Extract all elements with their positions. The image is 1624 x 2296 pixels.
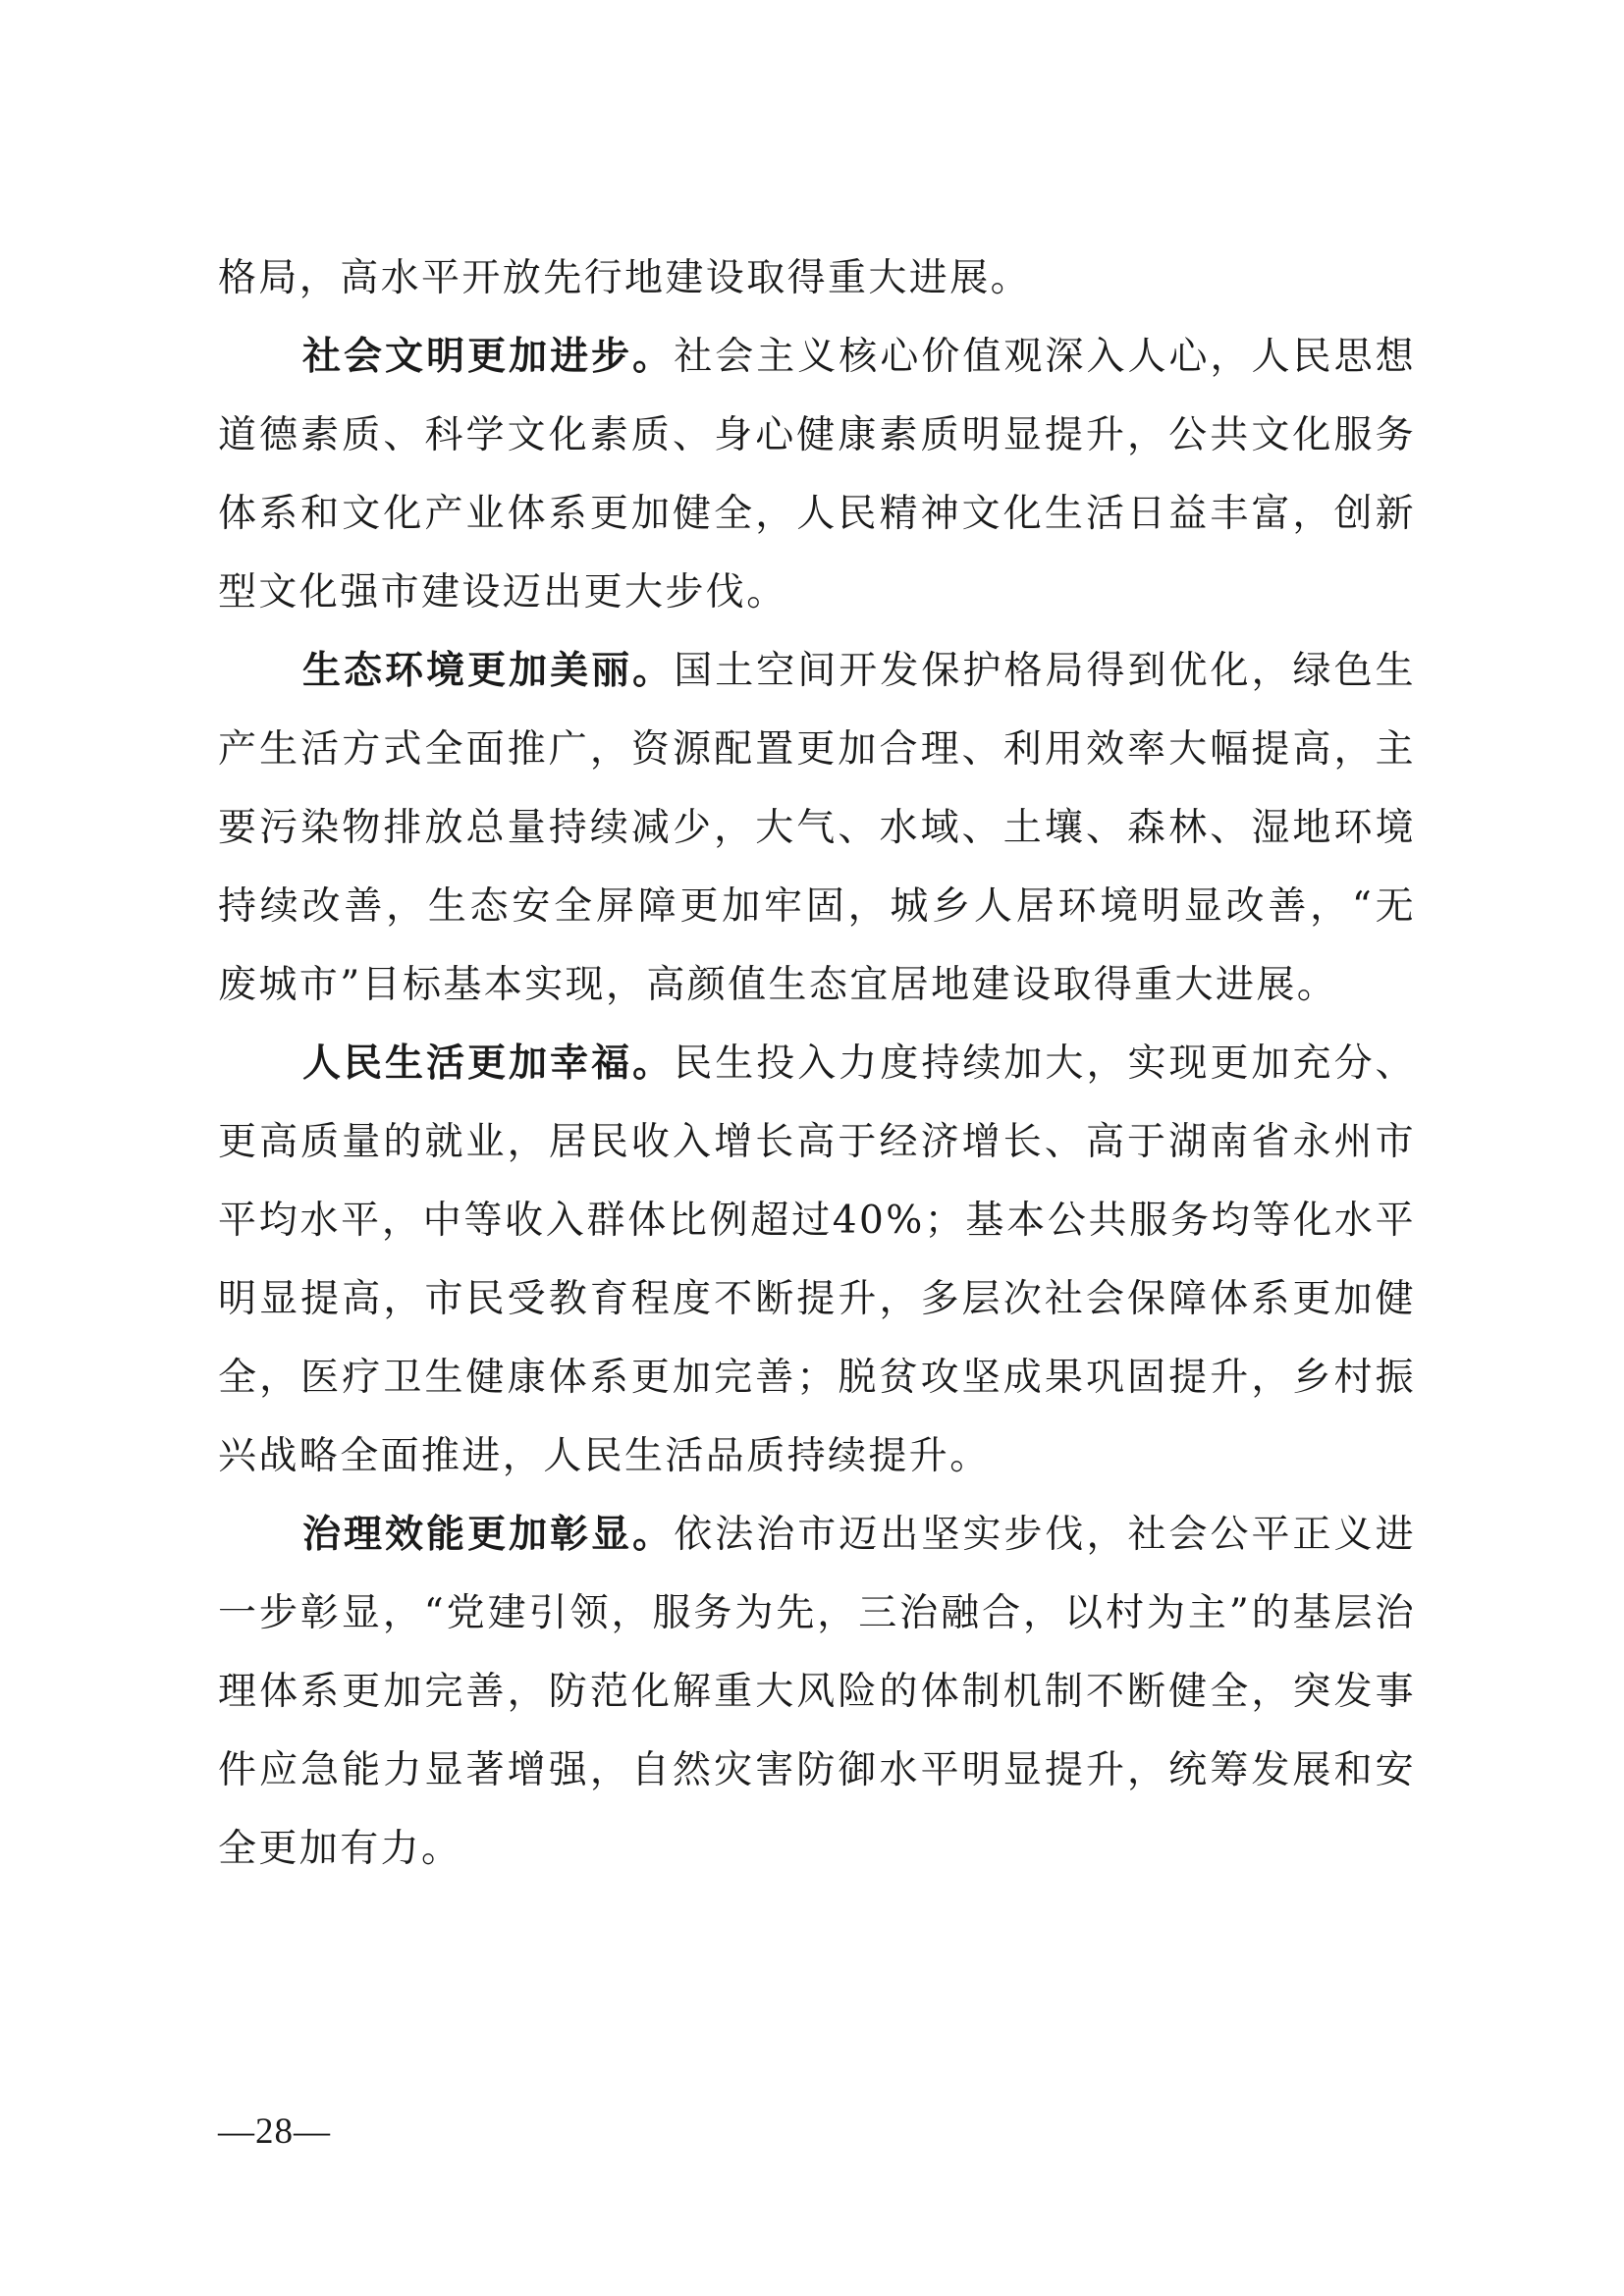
paragraph-lead: 社会文明更加进步。 — [302, 335, 675, 379]
paragraph-social-civilization — [218, 318, 1416, 632]
paragraph-text: 国土空间开发保护格局得到优化，绿色生产生活方式全面推广，资源配置更加合理、利用效率大幅提高，主要污染物排放总量持续减少，大气、水域、土壤、森林、湿地环境持续改善，生态安全屏障更加牢固，城乡人居环境明显改善，“无废城市”目标基本实现，高颜值生态宜居地建设取得重大进展。 — [218, 649, 1417, 1007]
paragraph-ecological-environment — [218, 632, 1416, 1025]
paragraph-people-livelihood — [218, 1025, 1416, 1496]
paragraph-text: 社会主义核心价值观深入人心，人民思想道德素质、科学文化素质、身心健康素质明显提升，公共文化服务体系和文化产业体系更加健全，人民精神文化生活日益丰富，创新型文化强市建设迈出更大步伐。 — [218, 335, 1417, 614]
paragraph-continuation — [218, 240, 1416, 318]
paragraph-text: 民生投入力度持续加大，实现更加充分、更高质量的就业，居民收入增长高于经济增长、高于湖南省永州市平均水平，中等收入群体比例超过40%；基本公共服务均等化水平明显提高，市民受教育程度不断提升，多层次社会保障体系更加健全，医疗卫生健康体系更加完善；脱贫攻坚成果巩固提升，乡村振兴战略全面推进，人民生活品质持续提升。 — [218, 1041, 1417, 1478]
paragraph-text: 依法治市迈出坚实步伐，社会公平正义进一步彰显，“党建引领，服务为先，三治融合，以村为主”的基层治理体系更加完善，防范化解重大风险的体制机制不断健全，突发事件应急能力显著增强，自然灾害防御水平明显提升，统筹发展和安全更加有力。 — [218, 1513, 1417, 1871]
paragraph-lead: 人民生活更加幸福。 — [302, 1041, 675, 1086]
paragraph-governance — [218, 1496, 1416, 1889]
paragraph-lead: 生态环境更加美丽。 — [302, 649, 675, 693]
paragraph-text: 格局，高水平开放先行地建设取得重大进展。 — [218, 256, 1032, 300]
document-body — [218, 240, 1416, 1889]
paragraph-lead: 治理效能更加彰显。 — [302, 1513, 675, 1557]
page-number: —28— — [218, 2111, 331, 2152]
